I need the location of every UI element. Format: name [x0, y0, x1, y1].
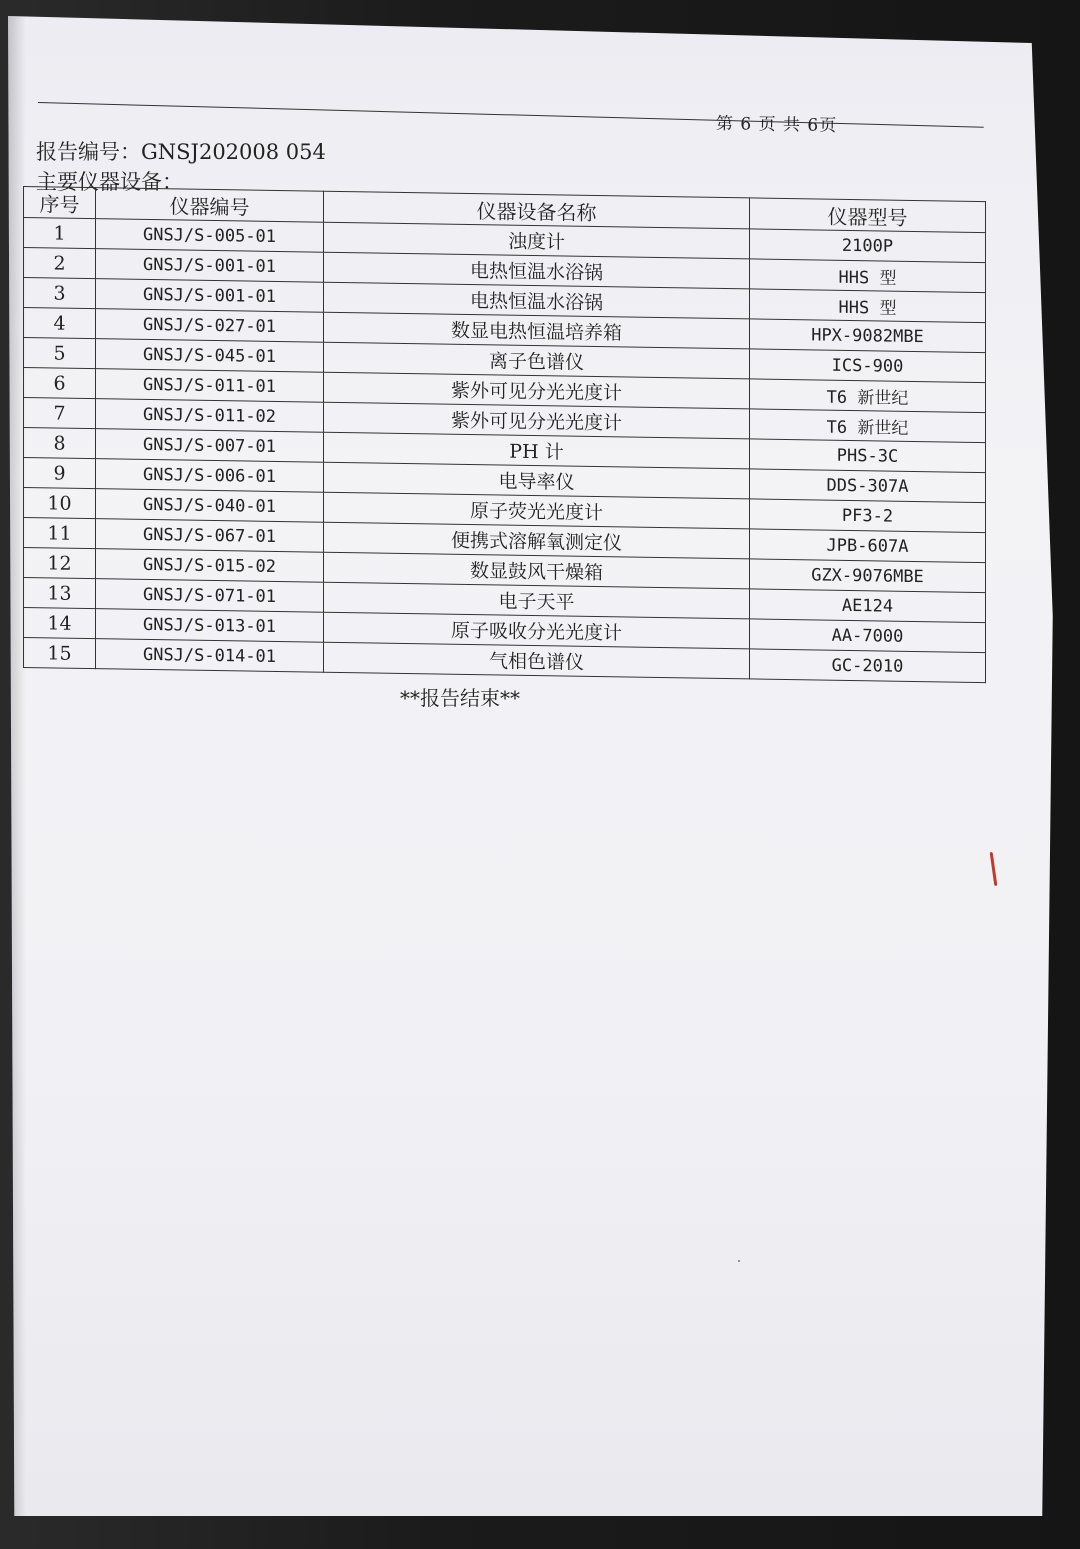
cell-index: 1 [24, 218, 96, 249]
cell-name: 气相色谱仪 [324, 642, 750, 679]
cell-code: GNSJ/S-040-01 [96, 489, 324, 523]
cell-name: 电子天平 [324, 582, 750, 619]
cell-index: 8 [24, 428, 96, 459]
cell-code: GNSJ/S-011-02 [96, 399, 324, 433]
header-code: 仪器编号 [96, 188, 324, 223]
cell-code: GNSJ/S-027-01 [96, 309, 324, 343]
cell-model: ICS-900 [750, 349, 986, 383]
cell-name: 电热恒温水浴锅 [324, 282, 750, 319]
equipment-table [23, 186, 986, 683]
cell-model: AA-7000 [750, 619, 986, 653]
cell-code: GNSJ/S-071-01 [96, 579, 324, 613]
cell-code: GNSJ/S-067-01 [96, 519, 324, 553]
cell-index: 14 [24, 608, 96, 639]
cell-name: 紫外可见分光光度计 [324, 372, 750, 409]
cell-model: GZX-9076MBE [750, 559, 986, 593]
cell-model: DDS-307A [750, 469, 986, 503]
cell-model: JPB-607A [750, 529, 986, 563]
cell-model: HHS 型 [750, 259, 986, 293]
report-number: 报告编号：GNSJ202008 054 [36, 140, 326, 164]
cell-index: 10 [24, 488, 96, 519]
cell-name: 浊度计 [324, 222, 750, 259]
cell-code: GNSJ/S-011-01 [96, 369, 324, 403]
cell-model: PF3-2 [750, 499, 986, 533]
cell-index: 11 [24, 518, 96, 549]
cell-name: 紫外可见分光光度计 [324, 402, 750, 439]
header-name: 仪器设备名称 [324, 191, 750, 229]
cell-index: 2 [24, 248, 96, 279]
cell-model: GC-2010 [750, 649, 986, 683]
cell-index: 13 [24, 578, 96, 609]
cell-code: GNSJ/S-007-01 [96, 429, 324, 463]
cell-index: 4 [24, 308, 96, 339]
cell-name: 原子吸收分光光度计 [324, 612, 750, 649]
cell-code: GNSJ/S-015-02 [96, 549, 324, 583]
cell-name: 数显鼓风干燥箱 [324, 552, 750, 589]
cell-model: T6 新世纪 [750, 409, 986, 443]
cell-name: 电导率仪 [324, 462, 750, 499]
cell-model: 2100P [750, 229, 986, 263]
cell-code: GNSJ/S-005-01 [96, 219, 324, 253]
cell-name: 便携式溶解氧测定仪 [324, 522, 750, 559]
header-model: 仪器型号 [750, 198, 986, 233]
cell-model: HPX-9082MBE [750, 319, 986, 353]
cell-name: 原子荧光光度计 [324, 492, 750, 529]
cell-name: 电热恒温水浴锅 [324, 252, 750, 289]
header-index: 序号 [24, 187, 96, 219]
cell-name: 离子色谱仪 [324, 342, 750, 379]
cell-model: AE124 [750, 589, 986, 623]
cell-code: GNSJ/S-045-01 [96, 339, 324, 373]
cell-index: 5 [24, 338, 96, 369]
cell-model: HHS 型 [750, 289, 986, 323]
section-title: 主要仪器设备： [36, 170, 183, 194]
page-number: 第 6 页 共 6页 [715, 113, 838, 137]
cell-code: GNSJ/S-001-01 [96, 249, 324, 283]
cell-code: GNSJ/S-014-01 [96, 639, 324, 673]
cell-model: PHS-3C [750, 439, 986, 473]
equipment-table-wrapper [23, 186, 985, 683]
cell-model: T6 新世纪 [750, 379, 986, 413]
report-end-mark: **报告结束** [400, 686, 520, 710]
cell-code: GNSJ/S-001-01 [96, 279, 324, 313]
cell-code: GNSJ/S-006-01 [96, 459, 324, 493]
paper-speck [738, 1260, 740, 1262]
cell-code: GNSJ/S-013-01 [96, 609, 324, 643]
cell-index: 9 [24, 458, 96, 489]
cell-index: 15 [24, 638, 96, 669]
cell-index: 12 [24, 548, 96, 579]
cell-index: 7 [24, 398, 96, 429]
cell-index: 3 [24, 278, 96, 309]
cell-index: 6 [24, 368, 96, 399]
cell-name: PH 计 [324, 432, 750, 469]
cell-name: 数显电热恒温培养箱 [324, 312, 750, 349]
table-body [24, 218, 986, 683]
